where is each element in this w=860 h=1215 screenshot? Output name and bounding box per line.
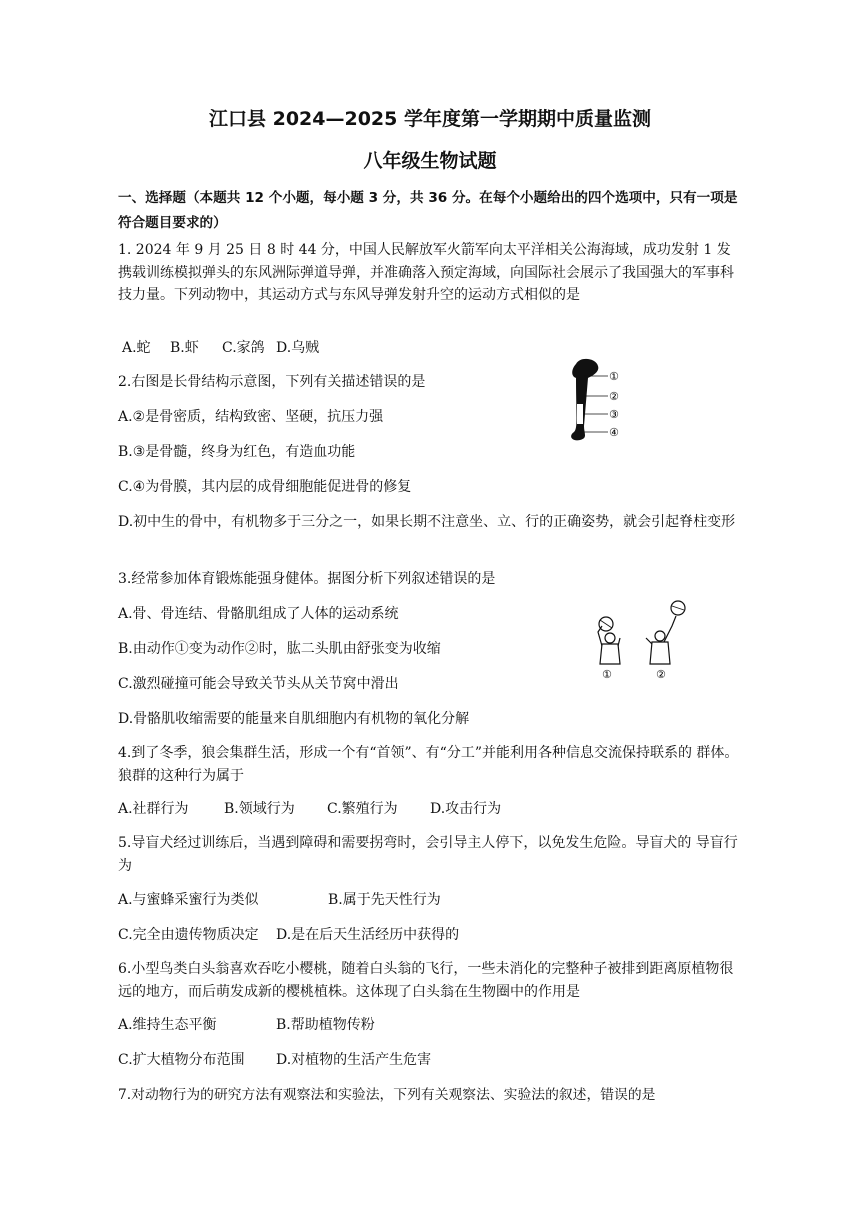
q2-option-d: D.初中生的骨中，有机物多于三分之一，如果长期不注意坐、立、行的正确姿势，就会引起脊柱变形 — [118, 514, 736, 530]
question-1-options — [122, 337, 319, 359]
person-2-arm — [664, 616, 676, 642]
question-6-stem: 6.小型鸟类白头翁喜欢吞吃小樱桃，随着白头翁的飞行，一些未消化的完整种子被排到距离原植物很远的地方，而后萌发成新的樱桃植株。这体现了白头翁在生物圈中的作用是 — [118, 961, 734, 1000]
q6-options-row-2 — [118, 1049, 431, 1071]
q5-option-a: A.与蜜蜂采蜜行为类似 — [118, 892, 259, 908]
exam-title: 江口县 2024—2025 学年度第一学期期中质量监测 — [209, 108, 651, 130]
q3-option-b: B.由动作①变为动作②时，肱二头肌由舒张变为收缩 — [118, 641, 441, 657]
q2-option-c: C.④为骨膜，其内层的成骨细胞能促进骨的修复 — [118, 479, 412, 495]
question-2-stem: 2.右图是长骨结构示意图，下列有关描述错误的是 — [118, 374, 426, 390]
section-heading: 一、选择题（本题共 12 个小题，每小题 3 分，共 36 分。在每个小题给出的四个选项中，只有一项是符合题目要求的） — [118, 190, 738, 231]
q3-option-d: D.骨骼肌收缩需要的能量来自肌细胞内有机物的氧化分解 — [118, 711, 470, 727]
q5-options-row-2 — [118, 924, 459, 946]
q2-option-a: A.②是骨密质，结构致密、坚硬，抗压力强 — [118, 409, 384, 425]
question-5-stem: 5.导盲犬经过训练后，当遇到障碍和需要拐弯时，会引导主人停下，以免发生危险。导盲犬的 导盲行为 — [118, 835, 738, 874]
person-1-body — [600, 644, 620, 664]
q6-option-c: C.扩大植物分布范围 — [118, 1052, 245, 1068]
q5-option-c: C.完全由遗传物质决定 — [118, 927, 259, 943]
q1-option-d: D.乌贼 — [276, 340, 320, 356]
q5-option-d: D.是在后天生活经历中获得的 — [276, 927, 460, 943]
bone-label-2: ② — [609, 390, 619, 403]
person-2-arm-2 — [646, 638, 652, 644]
q6-option-b: B.帮助植物传粉 — [276, 1017, 375, 1033]
action-label-2: ② — [656, 668, 666, 681]
q6-option-a: A.维持生态平衡 — [118, 1017, 217, 1033]
long-bone-diagram — [562, 356, 628, 446]
bone-label-4: ④ — [609, 426, 619, 439]
basketball-action-diagram — [590, 598, 700, 682]
bone-shape — [571, 359, 598, 440]
ball-2-seam — [672, 606, 684, 610]
q6-options-row-1 — [118, 1014, 375, 1036]
q6-option-d: D.对植物的生活产生危害 — [276, 1052, 432, 1068]
bone-cavity — [577, 404, 583, 424]
question-1-stem: 1. 2024 年 9 月 25 日 8 时 44 分，中国人民解放军火箭军向太平洋相关公海海域，成功发射 1 发携载训练模拟弹头的东风洲际弹道导弹，并准确落入预定海域，向国际社会展示了我国强大的军事科技力量。下列动物中，其运动方式与东风导弹发射升空的运动方式相似的是 — [118, 242, 734, 303]
person-1-head — [605, 633, 615, 643]
q4-option-a: A.社群行为 — [118, 801, 189, 817]
bone-label-3: ③ — [609, 408, 619, 421]
q1-option-a: A.蛇 — [122, 340, 151, 356]
person-2-head — [655, 631, 665, 641]
q5-options-row-1 — [118, 889, 441, 911]
q1-option-c: C.家鸽 — [222, 340, 265, 356]
q5-option-b: B.属于先天性行为 — [328, 892, 441, 908]
q4-option-d: D.攻击行为 — [430, 801, 502, 817]
q2-option-b: B.③是骨髓，终身为红色，有造血功能 — [118, 444, 356, 460]
bone-label-1: ① — [609, 370, 619, 383]
q3-option-c: C.激烈碰撞可能会导致关节头从关节窝中滑出 — [118, 676, 399, 692]
action-label-1: ① — [602, 668, 612, 681]
exam-subtitle: 八年级生物试题 — [363, 150, 497, 172]
person-1-arm-2 — [618, 638, 620, 646]
question-4-stem: 4.到了冬季，狼会集群生活，形成一个有“首领”、有“分工”并能利用各种信息交流保持联系的 群体。狼群的这种行为属于 — [118, 745, 739, 784]
person-2-body — [650, 642, 670, 664]
q1-option-b: B.虾 — [170, 340, 199, 356]
question-4-options — [118, 798, 501, 820]
question-7-stem: 7.对动物行为的研究方法有观察法和实验法，下列有关观察法、实验法的叙述，错误的是 — [118, 1087, 656, 1103]
q4-option-c: C.繁殖行为 — [327, 801, 398, 817]
question-3-stem: 3.经常参加体育锻炼能强身健体。据图分析下列叙述错误的是 — [118, 571, 496, 587]
q4-option-b: B.领域行为 — [224, 801, 295, 817]
q3-option-a: A.骨、骨连结、骨骼肌组成了人体的运动系统 — [118, 606, 399, 622]
